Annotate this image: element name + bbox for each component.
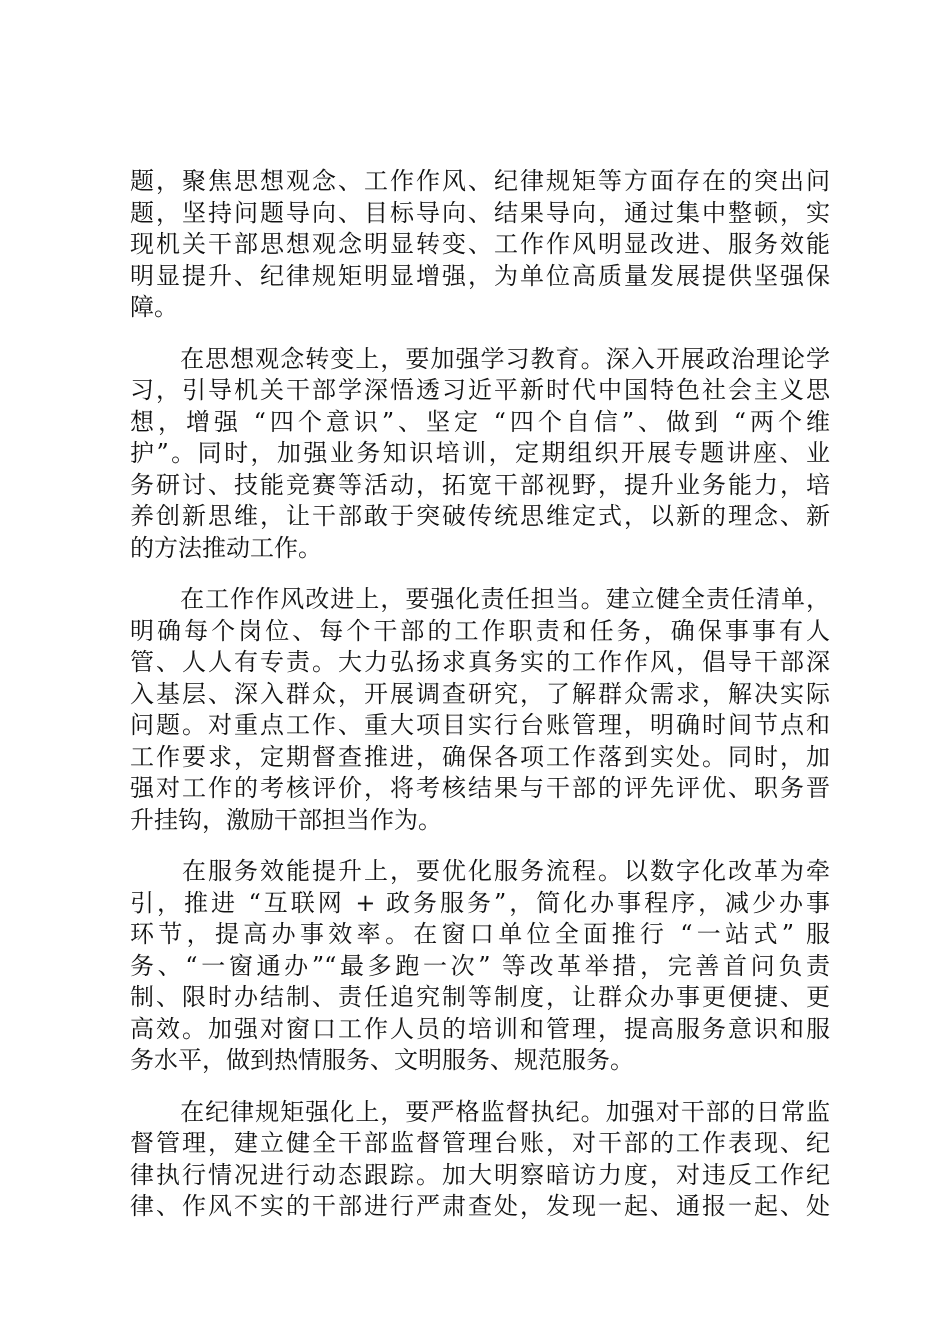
text-line: 升挂钩，激励干部担当作为。	[130, 805, 442, 834]
text-line: 管、人人有专责。大力弘扬求真务实的工作作风，倡导干部深	[130, 648, 830, 676]
document-body	[130, 166, 830, 1223]
text-line: 养创新思维，让干部敢于突破传统思维定式，以新的理念、新	[130, 502, 830, 530]
text-line: 想，增强 “四个意识”、坚定 “四个自信”、做到 “两个维	[130, 407, 830, 436]
text-line: 务、“一窗通办”“最多跑一次” 等改革举措，完善首问负责	[130, 951, 830, 980]
text-line: 明确每个岗位、每个干部的工作职责和任务，确保事事有人	[130, 616, 830, 645]
text-line: 制、限时办结制、责任追究制等制度，让群众办事更便捷、更	[130, 983, 830, 1011]
text-line: 律、作风不实的干部进行严肃查处，发现一起、通报一起、处	[130, 1192, 830, 1220]
paragraph-discipline	[130, 1097, 830, 1223]
text-line: 强对工作的考核评价，将考核结果与干部的评先评优、职务晋	[130, 774, 830, 802]
text-line: 护”。同时，加强业务知识培训，定期组织开展专题讲座、业	[130, 439, 830, 467]
text-line: 在服务效能提升上，要优化服务流程。以数字化改革为牵	[130, 857, 830, 885]
text-line: 在纪律规矩强化上，要严格监督执纪。加强对干部的日常监	[130, 1097, 830, 1126]
text-line: 在思想观念转变上，要加强学习教育。深入开展政治理论学	[130, 344, 830, 373]
text-line: 明显提升、纪律规矩明显增强，为单位高质量发展提供坚强保	[130, 261, 830, 290]
paragraph-work-style	[130, 584, 830, 836]
text-line: 工作要求，定期督查推进，确保各项工作落到实处。同时，加	[130, 742, 830, 771]
paragraph-intro-continuation	[130, 166, 830, 324]
paragraph-thinking	[130, 344, 830, 565]
paragraph-service-efficiency	[130, 856, 830, 1077]
text-line: 问题。对重点工作、重大项目实行台账管理，明确时间节点和	[130, 711, 830, 739]
text-line: 题，坚持问题导向、目标导向、结果导向，通过集中整顿，实	[130, 198, 830, 227]
text-line: 引，推进 “互联网 + 政务服务”，简化办事程序，减少办事	[130, 888, 830, 917]
text-line: 务研讨、技能竞赛等活动，拓宽干部视野，提升业务能力，培	[130, 470, 830, 499]
text-line: 题，聚焦思想观念、工作作风、纪律规矩等方面存在的突出问	[130, 167, 830, 195]
text-line: 环节，提高办事效率。在窗口单位全面推行 “一站式” 服	[130, 920, 830, 948]
text-line: 障。	[130, 293, 178, 321]
text-line: 现机关干部思想观念明显转变、工作作风明显改进、服务效能	[130, 230, 830, 258]
text-line: 务水平，做到热情服务、文明服务、规范服务。	[130, 1046, 634, 1074]
text-line: 的方法推动工作。	[130, 533, 322, 562]
text-line: 入基层、深入群众，开展调查研究，了解群众需求，解决实际	[130, 679, 830, 708]
text-line: 高效。加强对窗口工作人员的培训和管理，提高服务意识和服	[130, 1014, 830, 1043]
text-line: 习，引导机关干部学深悟透习近平新时代中国特色社会主义思	[130, 376, 830, 404]
text-line: 在工作作风改进上，要强化责任担当。建立健全责任清单，	[130, 585, 830, 613]
text-line: 律执行情况进行动态跟踪。加大明察暗访力度，对违反工作纪	[130, 1160, 830, 1189]
text-line: 督管理，建立健全干部监督管理台账，对干部的工作表现、纪	[130, 1129, 830, 1157]
